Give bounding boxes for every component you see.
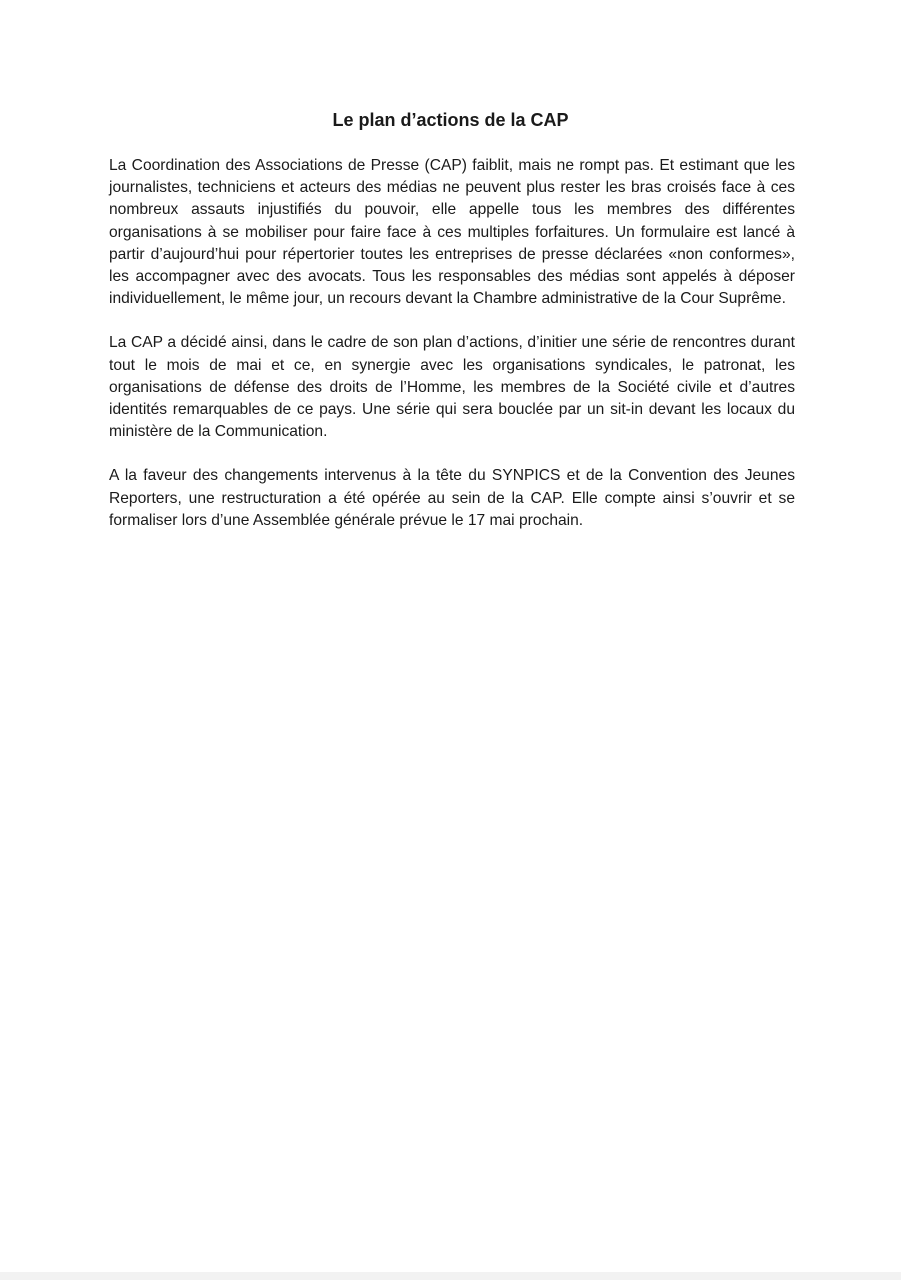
paragraph-3: A la faveur des changements intervenus à la tête du SYNPICS et de la Convention des Jeunes Reporters, une restructuration a été opérée au sein de la CAP. Elle compte ainsi s’ouvrir et se formaliser lors d’une Assemblée générale prévue le 17 mai prochain.: [109, 467, 795, 529]
paragraph-1: La Coordination des Associations de Presse (CAP) faiblit, mais ne rompt pas. Et estimant que les journalistes, techniciens et acteurs des médias ne peuvent plus rester les bras croisés face à ces nombreux assauts injustifiés du pouvoir, elle appelle tous les membres des différentes organisations à se mobiliser pour faire face à ces multiples forfaitures. Un formulaire est lancé à partir d’aujourd’hui pour répertorier toutes les entreprises de presse déclarées «non conformes», les accompagner avec des avocats. Tous les responsables des médias sont appelés à déposer individuellement, le même jour, un recours devant la Chambre administrative de la Cour Suprême.: [109, 157, 795, 308]
document-title: Le plan d’actions de la CAP: [332, 110, 569, 130]
paragraph-2: La CAP a décidé ainsi, dans le cadre de son plan d’actions, d’initier une série de rencontres durant tout le mois de mai et ce, en synergie avec les organisations syndicales, le patronat, les organisations de défense des droits de l’Homme, les membres de la Société civile et d’autres identités remarquables de ce pays. Une série qui sera bouclée par un sit-in devant les locaux du ministère de la Communication.: [109, 334, 795, 441]
page-bottom-edge: [0, 1272, 901, 1280]
document-body: [109, 155, 795, 554]
